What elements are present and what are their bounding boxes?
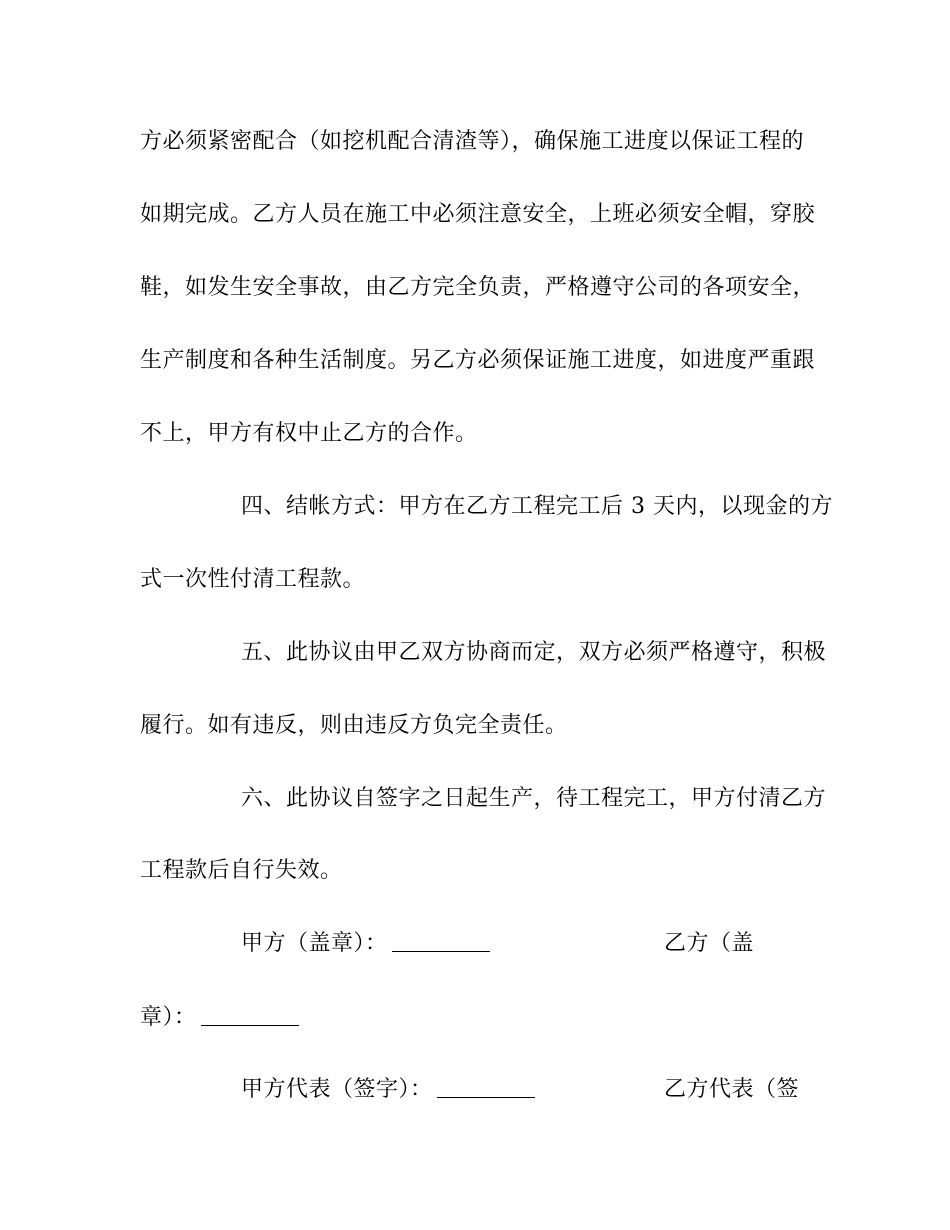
party-b-seal bbox=[140, 1003, 299, 1033]
party-a-rep-label: 甲方代表（签字）： bbox=[241, 1077, 433, 1102]
party-a-seal bbox=[241, 929, 490, 959]
party-a-rep-blank bbox=[437, 1077, 535, 1098]
paragraph-line: 生产制度和各种生活制度。另乙方必须保证施工进度，如进度严重跟 bbox=[140, 348, 816, 373]
clause-six-line: 六、此协议自签字之日起生产，待工程完工，甲方付清乙方 bbox=[241, 786, 827, 811]
party-a-representative bbox=[241, 1075, 535, 1105]
party-b-rep-label-part1: 乙方代表（签 bbox=[664, 1077, 800, 1102]
paragraph-line: 鞋，如发生安全事故，由乙方完全负责，严格遵守公司的各项安全， bbox=[140, 275, 816, 300]
clause-four-line: 式一次性付清工程款。 bbox=[140, 567, 366, 592]
clause-four-line: 四、结帐方式：甲方在乙方工程完工后 3 天内，以现金的方 bbox=[241, 494, 833, 519]
clause-five-line: 履行。如有违反，则由违反方负完全责任。 bbox=[140, 713, 568, 738]
party-b-seal-label-part2: 章）： bbox=[140, 1005, 197, 1030]
party-b-seal-label-part1: 乙方（盖 bbox=[664, 931, 755, 956]
party-b-seal-blank bbox=[201, 1005, 299, 1026]
party-a-seal-label: 甲方（盖章）： bbox=[241, 931, 388, 956]
paragraph-line: 不上，甲方有权中止乙方的合作。 bbox=[140, 421, 478, 446]
clause-five-line: 五、此协议由甲乙双方协商而定，双方必须严格遵守，积极 bbox=[241, 640, 827, 665]
clause-six-line: 工程款后自行失效。 bbox=[140, 858, 343, 883]
party-a-seal-blank bbox=[392, 931, 490, 952]
paragraph-line: 方必须紧密配合（如挖机配合清渣等），确保施工进度以保证工程的 bbox=[140, 129, 805, 154]
paragraph-line: 如期完成。乙方人员在施工中必须注意安全，上班必须安全帽，穿胶 bbox=[140, 202, 816, 227]
